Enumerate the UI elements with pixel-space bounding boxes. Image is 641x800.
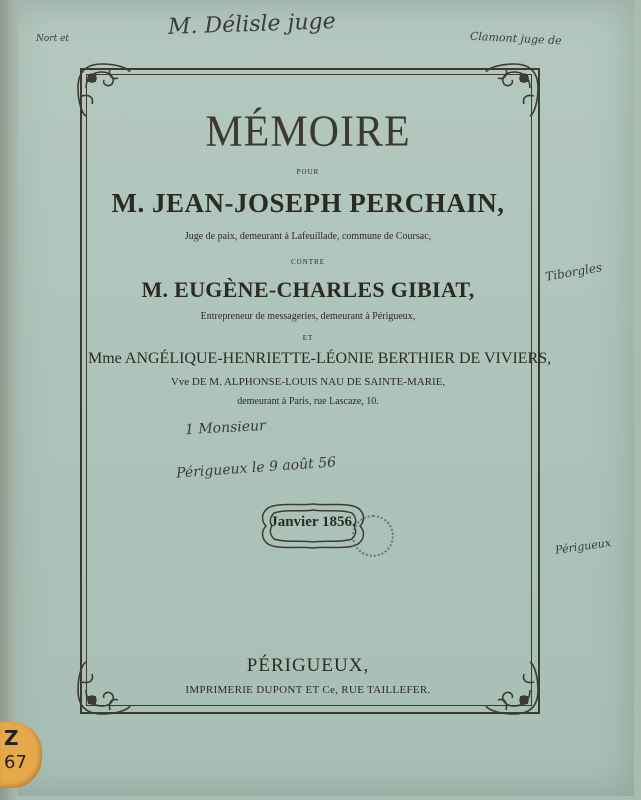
- binding-edge: [0, 0, 18, 800]
- handwritten-note-monsieur: 1 Monsieur: [184, 417, 267, 439]
- shelf-mark-letter: Z: [4, 726, 19, 750]
- party1-name: M. JEAN-JOSEPH PERCHAIN,: [111, 188, 505, 218]
- imprint-city: PÉRIGUEUX,: [246, 655, 370, 676]
- imprint-printer: IMPRIMERIE DUPONT ET Ce, RUE TAILLEFER.: [185, 684, 431, 696]
- party1-description: Juge de paix, demeurant à Lafeuillade, commune de Coursac,: [184, 231, 432, 242]
- handwritten-note-right: Tiborgles: [544, 260, 604, 284]
- handwritten-note-right-lower: Périgueux: [554, 536, 612, 557]
- party2-name: M. EUGÈNE-CHARLES GIBIAT,: [141, 277, 475, 302]
- handwritten-note-date: Périgueux le 9 août 56: [175, 454, 337, 482]
- publication-date: Janvier 1856.: [270, 514, 356, 530]
- handwritten-note-top-right: Clamont juge de: [469, 29, 562, 48]
- et-label: ET: [302, 334, 314, 342]
- contre-label: CONTRE: [291, 258, 325, 266]
- party3-address: demeurant à Paris, rue Lascaze, 10.: [237, 396, 379, 407]
- handwritten-note-left: Nort et: [36, 34, 70, 44]
- pour-label: POUR: [296, 168, 320, 176]
- shelf-mark-number: 67: [4, 752, 27, 773]
- handwritten-note-top: M. Délisle juge: [167, 9, 337, 40]
- library-stamp-icon: [352, 515, 394, 557]
- party3-widow-line: Vve DE M. ALPHONSE-LOUIS NAU DE SAINTE-MARIE,: [170, 376, 446, 388]
- party2-description: Entrepreneur de messageries, demeurant à Périgueux,: [200, 311, 416, 322]
- party3-name: Mme ANGÉLIQUE-HENRIETTE-LÉONIE BERTHIER DE VIVIERS,: [88, 350, 552, 367]
- document-title: MÉMOIRE: [205, 107, 411, 157]
